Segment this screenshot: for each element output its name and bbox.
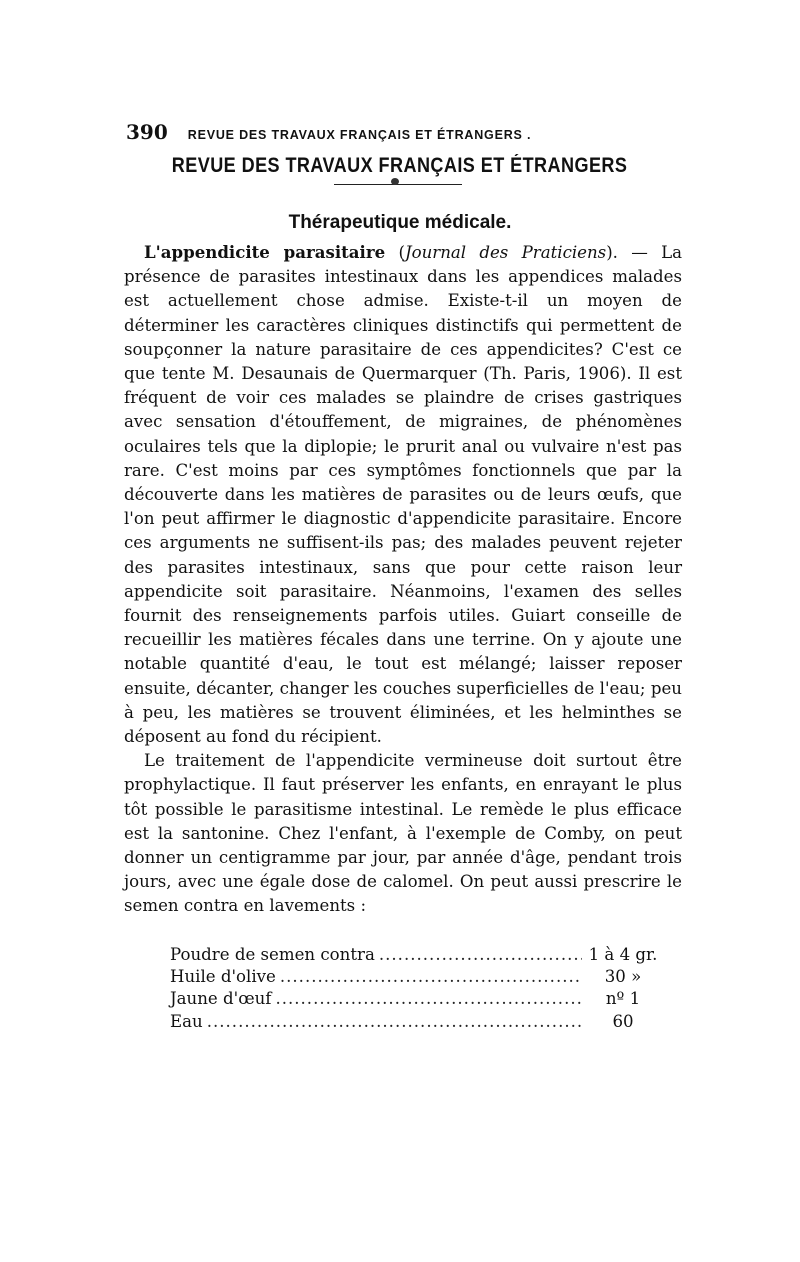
subsection-title: Thérapeutique médicale. — [288, 212, 512, 233]
article-title: L'appendicite parasitaire — [144, 242, 386, 262]
journal-open: ( — [385, 243, 405, 262]
ingredient-quantity: 30 » — [604, 967, 642, 987]
title-rule — [334, 184, 462, 185]
ingredient-name: Huile d'olive — [170, 967, 276, 987]
dot-leader — [280, 966, 582, 988]
recipe-row — [170, 1011, 660, 1033]
dot-leader — [275, 988, 582, 1010]
article-paragraph-2: Le traitement de l'appendicite vermineuse doit surtout être prophylactique. Il faut préserver les enfants, en enrayant le plus tôt possible le parasitisme intestinal. Le remède le plus efficace est la santonine. Chez l'enfant, à l'exemple de Comby, on peut donner un centigramme par jour, par année d'âge, pendant trois jours, avec une égale dose de calomel. On peut aussi prescrire le semen contra en lavements : — [124, 751, 682, 916]
running-title: REVUE DES TRAVAUX FRANÇAIS ET ÉTRANGERS . — [187, 128, 532, 142]
article-body — [124, 240, 682, 919]
ingredient-quantity: 1 à 4 gr. — [588, 945, 658, 964]
ingredient-name: Poudre de semen contra — [170, 945, 375, 964]
ingredient-quantity: nº 1 — [605, 989, 641, 1009]
journal-close: ). — — [606, 243, 662, 262]
recipe-list — [170, 944, 660, 1033]
dot-leader — [207, 1011, 582, 1033]
paragraph-1-text: La présence de parasites intestinaux dans les appendices malades est actuellement chose admise. Existe-t-il un moyen de déterminer les caractères cliniques distinctifs qui permettent de soupçonner la nature parasitaire de ces appendicites? C'est ce que tente M. Desaunais de Quermarquer (Th. Paris, 1906). Il est fréquent de voir ces malades se plaindre de crises gastriques avec sensation d'étouffement, de migraines, de phénomènes oculaires tels que la diplopie; le prurit anal ou vulvaire n'est pas rare. C'est moins par ces symptômes fonctionnels que par la découverte dans les matières de parasites ou de leurs œufs, que l'on peut affirmer le diagnostic d'appendicite parasitaire. Encore ces arguments ne suffisent-ils pas; des malades peuvent rejeter des parasites intestinaux, sans que pour cette raison leur appendicite soit parasitaire. Néanmoins, l'examen des selles fournit des renseignements parfois utiles. Guiart conseille de recueillir les matières fécales dans une terrine. On y ajoute une notable quantité d'eau, le tout est mélangé; laisser reposer ensuite, décanter, changer les couches superficielles de l'eau; peu à peu, les matières se trouvent éliminées, et les helminthes se déposent au fond du récipient. — [124, 243, 683, 747]
ingredient-name: Jaune d'œuf — [170, 989, 272, 1009]
dot-leader — [379, 944, 582, 966]
journal-name: Journal des Praticiens — [404, 243, 607, 262]
ingredient-quantity: 60 — [612, 1011, 634, 1031]
section-title: REVUE DES TRAVAUX FRANÇAIS ET ÉTRANGERS — [171, 154, 628, 177]
article-paragraph-1 — [124, 240, 682, 749]
recipe-row — [170, 988, 660, 1010]
running-header — [126, 120, 686, 144]
recipe-row — [170, 944, 660, 966]
ingredient-name: Eau — [170, 1011, 203, 1031]
ornament-icon — [391, 178, 399, 185]
page-number: 390 — [126, 120, 168, 144]
recipe-row — [170, 966, 660, 988]
